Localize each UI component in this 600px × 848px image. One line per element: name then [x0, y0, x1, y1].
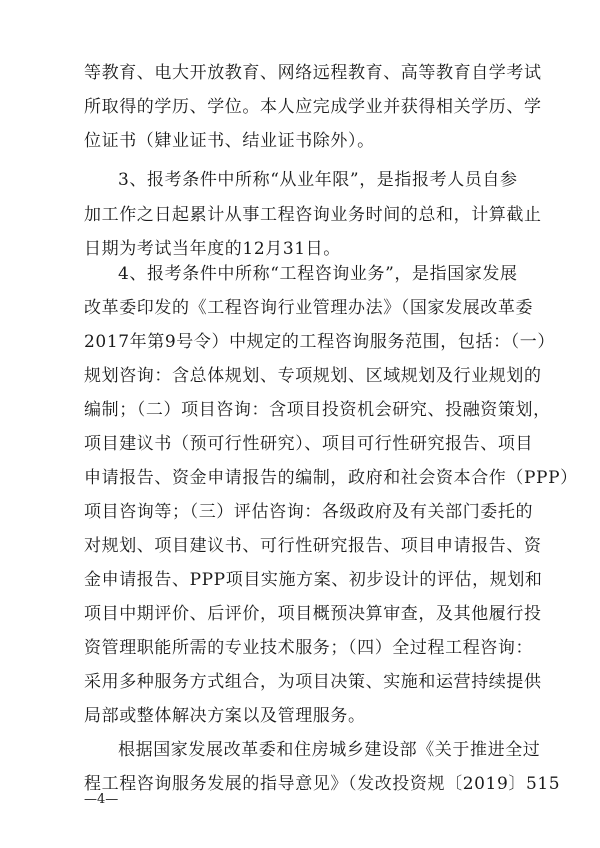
text-line: 2017年第9号令）中规定的工程咨询服务范围，包括：（一）	[84, 332, 555, 352]
text-line: 日期为考试当年度的12月31日。	[84, 239, 341, 259]
text-line: 所取得的学历、学位。本人应完成学业并获得相关学历、学	[84, 97, 542, 117]
text-line: 局部或整体解决方案以及管理服务。	[84, 706, 366, 726]
text-line: 位证书（肄业证书、结业证书除外）。	[84, 131, 375, 151]
text-line: 规划咨询：含总体规划、专项规划、区域规划及行业规划的	[84, 366, 542, 386]
text-line: 申请报告、资金申请报告的编制，政府和社会资本合作（PPP）	[84, 468, 578, 488]
text-line: 金申请报告、PPP项目实施方案、初步设计的评估，规划和	[84, 570, 543, 590]
text-line: 等教育、电大开放教育、网络远程教育、高等教育自学考试	[84, 63, 542, 83]
text-line: 采用多种服务方式组合，为项目决策、实施和运营持续提供	[84, 672, 542, 692]
text-line: 项目中期评价、后评价，项目概预决算审查，及其他履行投	[84, 604, 542, 624]
page-number: —4—	[84, 792, 119, 807]
text-line: 对规划、项目建议书、可行性研究报告、项目申请报告、资	[84, 536, 542, 556]
text-line: 项目建议书（预可行性研究）、项目可行性研究报告、项目	[84, 434, 534, 454]
text-line: 根据国家发展改革委和住房城乡建设部《关于推进全过	[118, 740, 541, 760]
text-line: 编制；（二）项目咨询：含项目投资机会研究、投融资策划，	[84, 400, 551, 420]
text-line: 3、报考条件中所称“从业年限”，是指报考人员自参	[118, 170, 518, 190]
text-line: 改革委印发的《工程咨询行业管理办法》（国家发展改革委	[84, 298, 534, 318]
text-line: 资管理职能所需的专业技术服务；（四）全过程工程咨询：	[84, 638, 534, 658]
text-line: 4、报考条件中所称“工程咨询业务”，是指国家发展	[118, 264, 518, 284]
text-line: 程工程咨询服务发展的指导意见》（发改投资规〔2019〕515	[84, 774, 561, 794]
text-line: 加工作之日起累计从事工程咨询业务时间的总和，计算截止	[84, 205, 542, 225]
text-line: 项目咨询等；（三）评估咨询：各级政府及有关部门委托的	[84, 502, 534, 522]
